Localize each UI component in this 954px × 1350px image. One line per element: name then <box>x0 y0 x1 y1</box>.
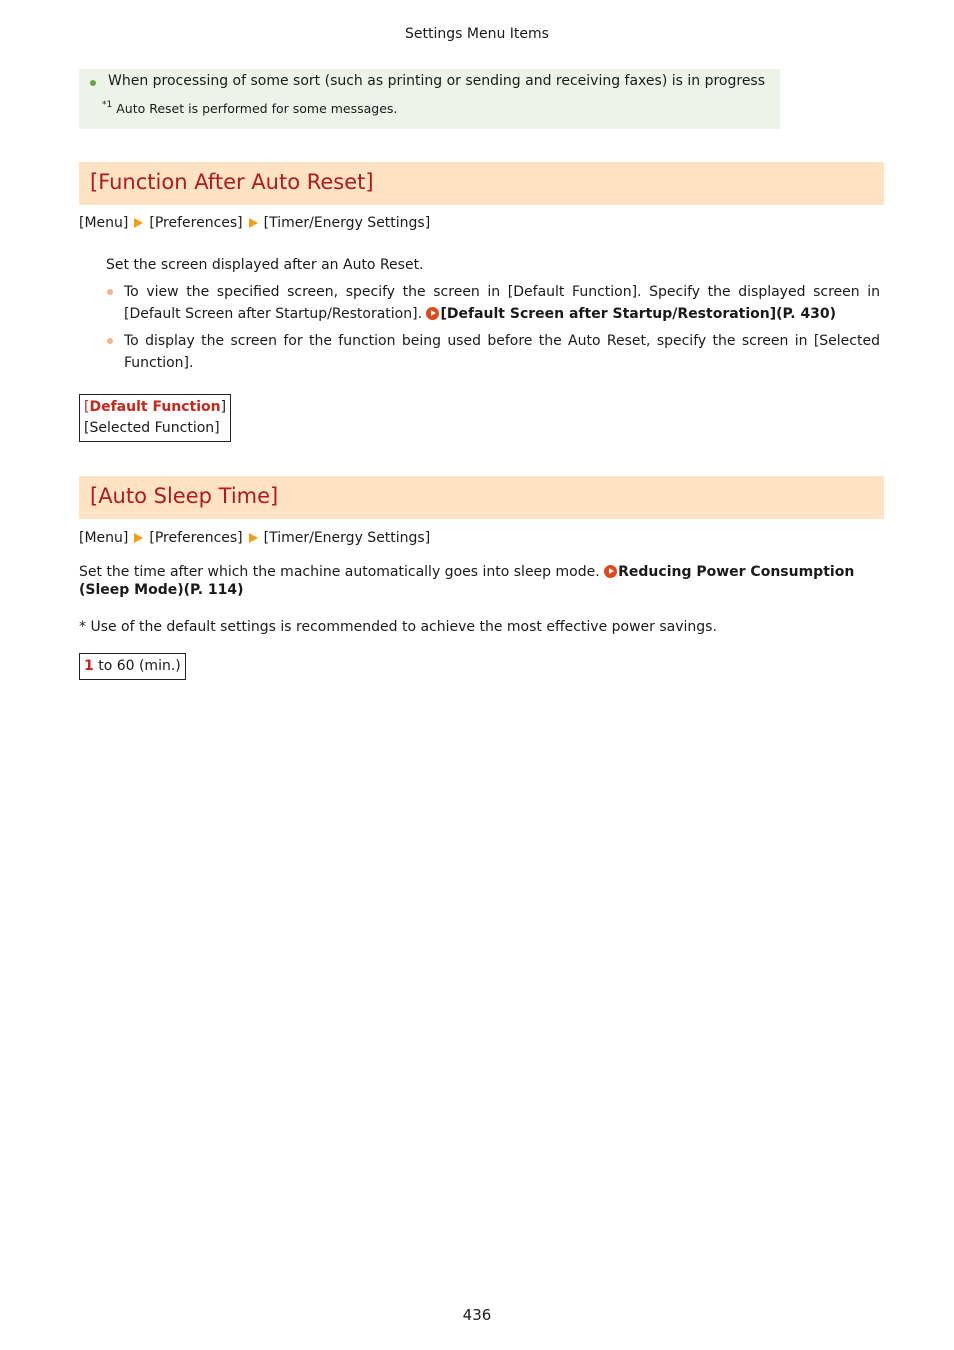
arrow-right-icon <box>134 533 143 543</box>
arrow-right-icon <box>249 533 258 543</box>
bullet-dot-icon <box>107 289 113 295</box>
breadcrumb-menu: [Menu] <box>79 215 129 231</box>
arrow-right-icon <box>249 218 258 228</box>
breadcrumb-timer-energy: [Timer/Energy Settings] <box>263 215 431 231</box>
breadcrumb-preferences: [Preferences] <box>149 215 243 231</box>
breadcrumb <box>79 530 430 546</box>
section-description: Set the time after which the machine automatically goes into sleep mode. Reducing Power Consumption (Sleep Mode)(P. 114) <box>79 564 855 598</box>
section-title: [Auto Sleep Time] <box>90 484 279 508</box>
section-title: [Function After Auto Reset] <box>90 170 374 194</box>
link-arrow-icon <box>426 307 439 320</box>
arrow-right-icon <box>134 218 143 228</box>
page-number: 436 <box>462 1306 492 1324</box>
bullet-dot-icon <box>90 80 96 86</box>
breadcrumb-menu: [Menu] <box>79 530 129 546</box>
range-box <box>79 653 186 680</box>
note-box <box>79 69 780 129</box>
section-heading-auto-sleep-time <box>79 476 884 519</box>
bullet-text: To display the screen for the function being used before the Auto Reset, specify the screen in [Selected Function]. <box>124 333 880 371</box>
options-box <box>79 394 231 442</box>
range-text: to 60 (min.) <box>93 658 181 674</box>
option-default-function: [Default Function] <box>84 399 227 415</box>
option-selected-function: [Selected Function] <box>84 420 220 436</box>
section-heading-function-after-auto-reset <box>79 162 884 205</box>
footnote <box>102 101 397 116</box>
power-savings-note: * Use of the default settings is recommended to achieve the most effective power savings. <box>79 619 717 635</box>
range-default-value: 1 <box>84 658 94 674</box>
list-item <box>124 281 880 325</box>
footnote-text: Auto Reset is performed for some messages. <box>116 101 398 117</box>
link-default-screen[interactable]: [Default Screen after Startup/Restoration](P. 430) <box>440 306 837 322</box>
page-header: Settings Menu Items <box>405 26 549 42</box>
breadcrumb-preferences: [Preferences] <box>149 530 243 546</box>
section-description: Set the screen displayed after an Auto Reset. <box>106 257 424 273</box>
link-arrow-icon <box>604 565 617 578</box>
bullet-dot-icon <box>107 338 113 344</box>
bullet-text: To view the specified screen, specify the screen in [Default Function]. Specify the displayed screen in [Default Screen after Startup/Restoration]. <box>124 284 880 322</box>
link-sleep-mode[interactable]: Reducing Power Consumption (Sleep Mode)(P. 114) <box>79 564 855 598</box>
list-item <box>124 330 880 374</box>
breadcrumb <box>79 215 430 231</box>
note-bullet-text: When processing of some sort (such as printing or sending and receiving faxes) is in progress <box>108 73 766 89</box>
note-bullet-item <box>108 73 765 89</box>
footnote-mark: *1 <box>102 100 113 110</box>
breadcrumb-timer-energy: [Timer/Energy Settings] <box>263 530 431 546</box>
